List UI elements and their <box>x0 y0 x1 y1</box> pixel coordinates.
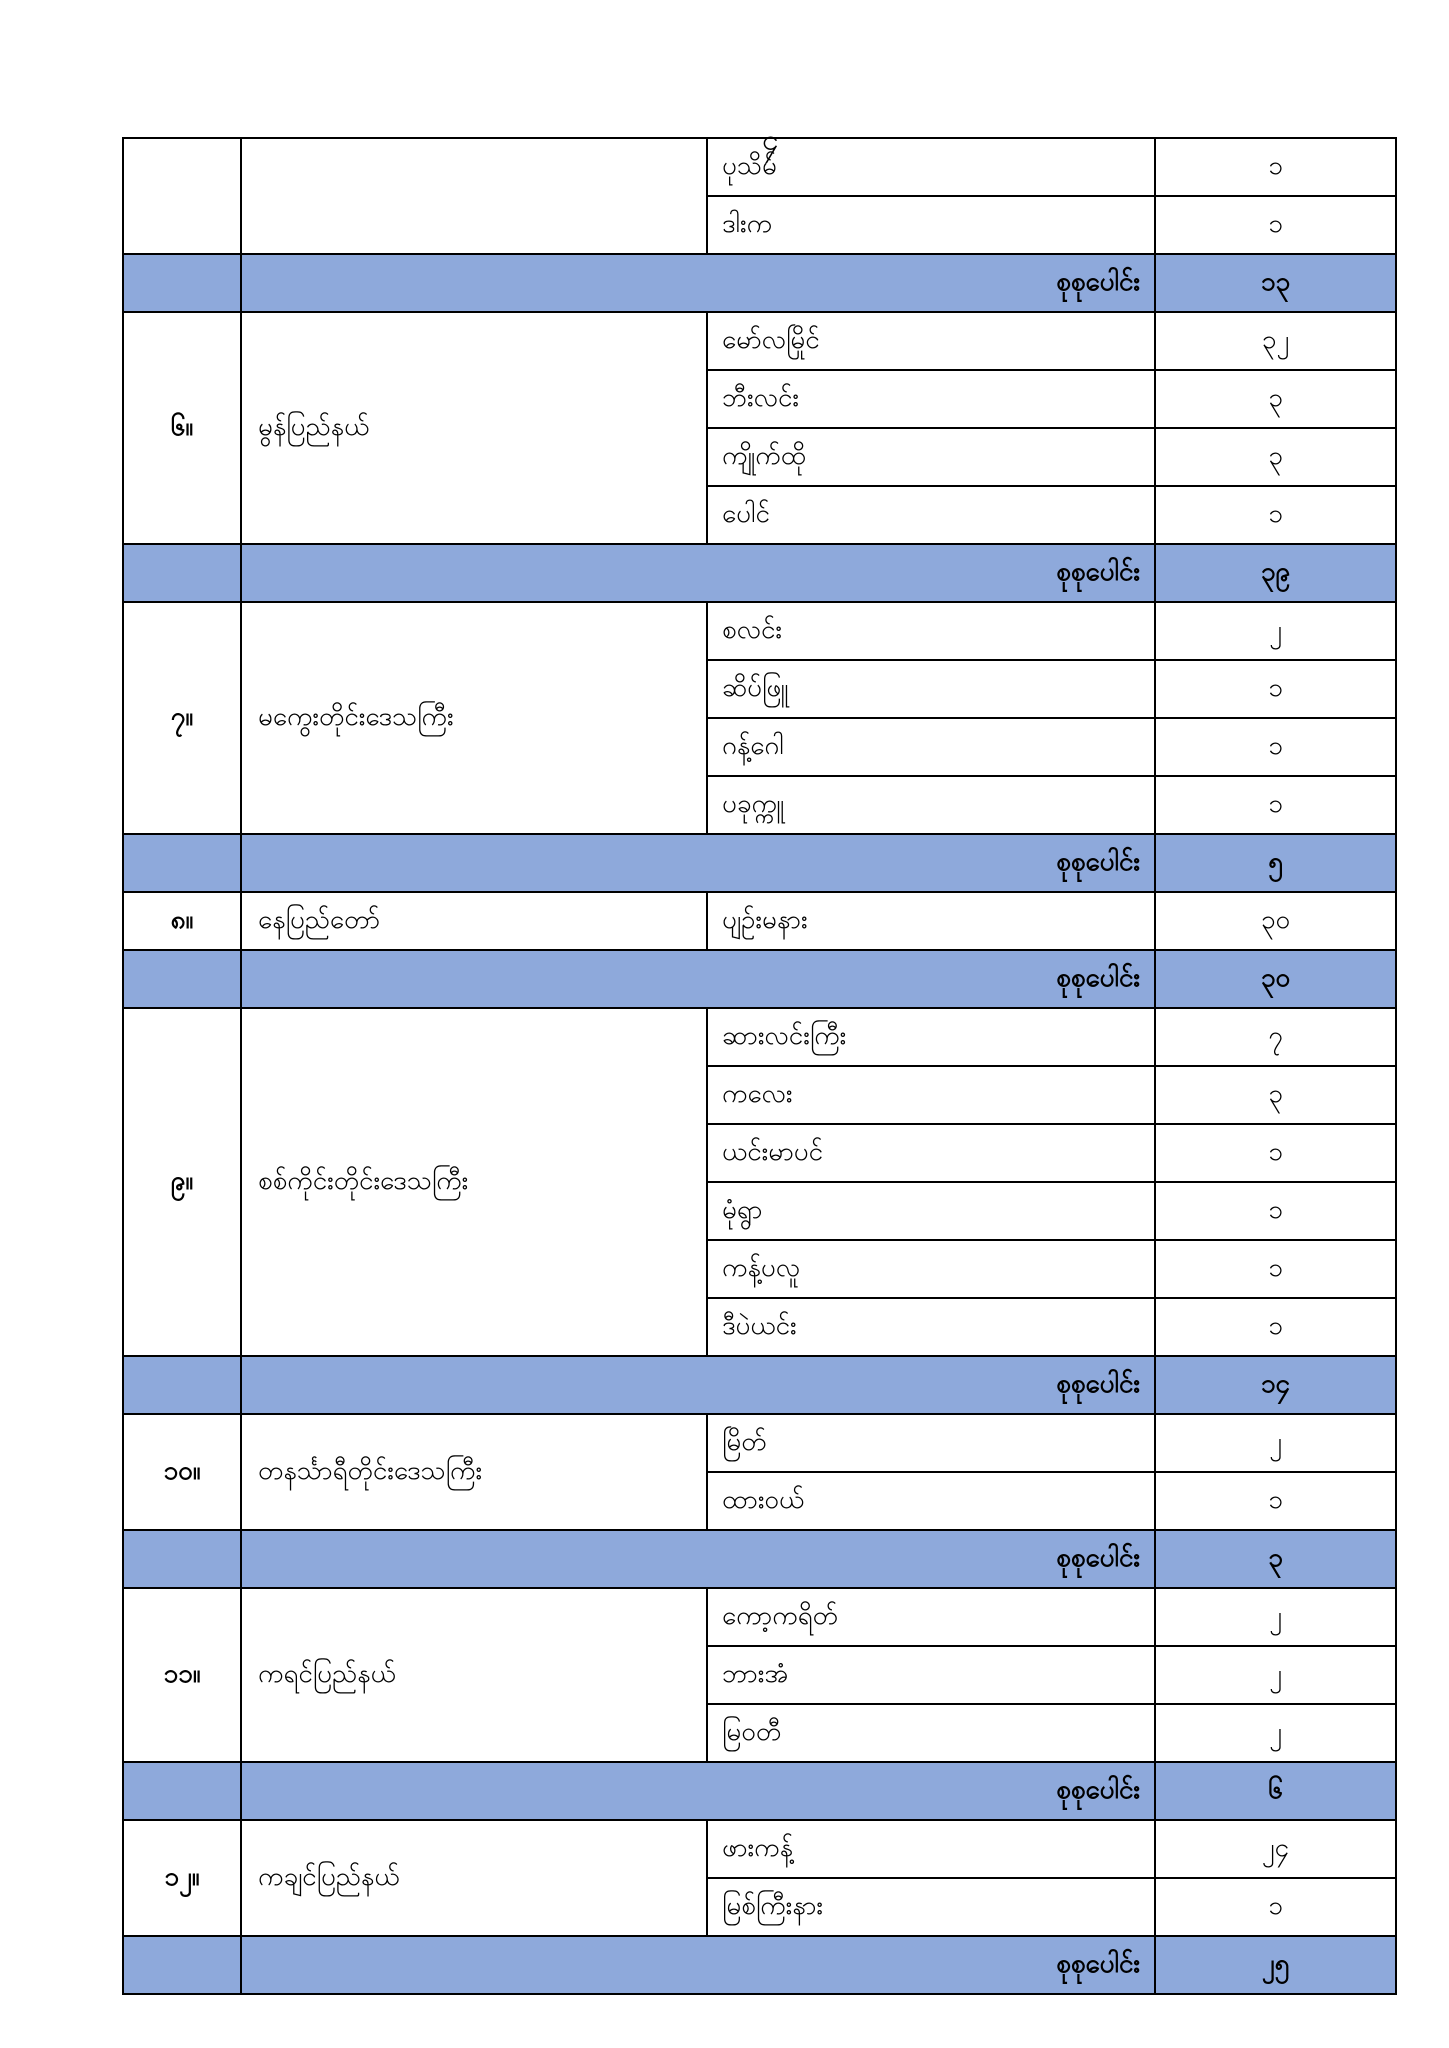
township-name-cell: ကလေး <box>707 1066 1155 1124</box>
section-number-cell: ၉။ <box>123 1008 241 1356</box>
township-name-cell: ဘီးလင်း <box>707 370 1155 428</box>
section-total-row <box>123 1356 1396 1414</box>
total-row-spacer-cell <box>123 1936 241 1994</box>
total-value-cell: ၁၃ <box>1155 254 1396 312</box>
township-name-cell: ဘားအံ <box>707 1646 1155 1704</box>
township-row <box>123 312 1396 370</box>
township-row <box>123 892 1396 950</box>
township-count-cell: ၂ <box>1155 1704 1396 1762</box>
region-name-cell: နေပြည်တော် <box>241 892 707 950</box>
township-name-cell: ယင်းမာပင် <box>707 1124 1155 1182</box>
township-name-cell: ကျိုက်ထို <box>707 428 1155 486</box>
region-name-cell: မကွေးတိုင်းဒေသကြီး <box>241 602 707 834</box>
section-number-cell: ၁၀။ <box>123 1414 241 1530</box>
total-label-cell: စုစုပေါင်း <box>241 834 1155 892</box>
township-name-cell: မြဝတီ <box>707 1704 1155 1762</box>
township-count-cell: ၇ <box>1155 1008 1396 1066</box>
total-label-cell: စုစုပေါင်း <box>241 950 1155 1008</box>
section-number-cell: ၈။ <box>123 892 241 950</box>
section-total-row <box>123 254 1396 312</box>
township-count-cell: ၁ <box>1155 138 1396 196</box>
section-number-cell <box>123 138 241 254</box>
township-name-cell: ပေါင် <box>707 486 1155 544</box>
township-count-cell: ၁ <box>1155 660 1396 718</box>
township-count-cell: ၂ <box>1155 602 1396 660</box>
section-total-row <box>123 1936 1396 1994</box>
township-count-cell: ၁ <box>1155 1124 1396 1182</box>
township-name-cell: မော်လမြိုင် <box>707 312 1155 370</box>
township-row <box>123 1008 1396 1066</box>
township-name-cell: ပုသိမ် <box>707 138 1155 196</box>
township-name-cell: ဆားလင်းကြီး <box>707 1008 1155 1066</box>
total-value-cell: ၃၉ <box>1155 544 1396 602</box>
total-label-cell: စုစုပေါင်း <box>241 1762 1155 1820</box>
township-count-cell: ၂ <box>1155 1588 1396 1646</box>
section-number-cell: ၇။ <box>123 602 241 834</box>
township-count-cell: ၂၄ <box>1155 1820 1396 1878</box>
total-row-spacer-cell <box>123 834 241 892</box>
township-row <box>123 602 1396 660</box>
township-count-cell: ၁ <box>1155 1878 1396 1936</box>
total-row-spacer-cell <box>123 1356 241 1414</box>
township-count-cell: ၃ <box>1155 1066 1396 1124</box>
township-count-cell: ၁ <box>1155 486 1396 544</box>
township-name-cell: ပျဉ်းမနား <box>707 892 1155 950</box>
section-number-cell: ၆။ <box>123 312 241 544</box>
township-row <box>123 1414 1396 1472</box>
township-name-cell: ဒါးက <box>707 196 1155 254</box>
township-count-cell: ၂ <box>1155 1414 1396 1472</box>
region-name-cell: ကရင်ပြည်နယ် <box>241 1588 707 1762</box>
township-row <box>123 1820 1396 1878</box>
township-count-cell: ၁ <box>1155 1298 1396 1356</box>
page-number: ၄ <box>761 123 779 158</box>
total-value-cell: ၅ <box>1155 834 1396 892</box>
total-value-cell: ၃၀ <box>1155 950 1396 1008</box>
total-row-spacer-cell <box>123 950 241 1008</box>
township-name-cell: ထားဝယ် <box>707 1472 1155 1530</box>
township-name-cell: စလင်း <box>707 602 1155 660</box>
total-label-cell: စုစုပေါင်း <box>241 1356 1155 1414</box>
total-label-cell: စုစုပေါင်း <box>241 254 1155 312</box>
region-name-cell: မွန်ပြည်နယ် <box>241 312 707 544</box>
total-label-cell: စုစုပေါင်း <box>241 1936 1155 1994</box>
total-value-cell: ၁၄ <box>1155 1356 1396 1414</box>
section-total-row <box>123 544 1396 602</box>
total-label-cell: စုစုပေါင်း <box>241 544 1155 602</box>
township-count-cell: ၃၂ <box>1155 312 1396 370</box>
township-count-cell: ၃ <box>1155 428 1396 486</box>
total-value-cell: ၂၅ <box>1155 1936 1396 1994</box>
section-number-cell: ၁၁။ <box>123 1588 241 1762</box>
township-name-cell: ဂန့်ဂေါ <box>707 718 1155 776</box>
section-total-row <box>123 950 1396 1008</box>
total-row-spacer-cell <box>123 1762 241 1820</box>
township-name-cell: ဖားကန့် <box>707 1820 1155 1878</box>
township-name-cell: မြစ်ကြီးနား <box>707 1878 1155 1936</box>
section-number-cell: ၁၂။ <box>123 1820 241 1936</box>
report-table-body <box>123 138 1396 1994</box>
township-count-cell: ၁ <box>1155 718 1396 776</box>
township-name-cell: မြိတ် <box>707 1414 1155 1472</box>
region-name-cell: စစ်ကိုင်းတိုင်းဒေသကြီး <box>241 1008 707 1356</box>
township-name-cell: ပခုက္ကူ <box>707 776 1155 834</box>
total-row-spacer-cell <box>123 254 241 312</box>
township-count-cell: ၁ <box>1155 1182 1396 1240</box>
region-name-cell: ကချင်ပြည်နယ် <box>241 1820 707 1936</box>
township-count-cell: ၁ <box>1155 1240 1396 1298</box>
township-count-cell: ၃ <box>1155 370 1396 428</box>
township-row <box>123 138 1396 196</box>
township-name-cell: ဆိပ်ဖြူ <box>707 660 1155 718</box>
township-count-cell: ၃၀ <box>1155 892 1396 950</box>
section-total-row <box>123 1762 1396 1820</box>
total-label-cell: စုစုပေါင်း <box>241 1530 1155 1588</box>
township-name-cell: မုံရွာ <box>707 1182 1155 1240</box>
section-total-row <box>123 1530 1396 1588</box>
township-count-cell: ၂ <box>1155 1646 1396 1704</box>
region-name-cell: တနင်္သာရီတိုင်းဒေသကြီး <box>241 1414 707 1530</box>
township-count-cell: ၁ <box>1155 1472 1396 1530</box>
township-row <box>123 1588 1396 1646</box>
section-total-row <box>123 834 1396 892</box>
township-count-cell: ၁ <box>1155 776 1396 834</box>
township-name-cell: ဒီပဲယင်း <box>707 1298 1155 1356</box>
township-count-cell: ၁ <box>1155 196 1396 254</box>
region-township-table <box>122 137 1397 1995</box>
township-name-cell: ကော့ကရိတ် <box>707 1588 1155 1646</box>
total-value-cell: ၆ <box>1155 1762 1396 1820</box>
total-row-spacer-cell <box>123 544 241 602</box>
township-name-cell: ကန့်ပလူ <box>707 1240 1155 1298</box>
region-name-cell <box>241 138 707 254</box>
total-row-spacer-cell <box>123 1530 241 1588</box>
total-value-cell: ၃ <box>1155 1530 1396 1588</box>
